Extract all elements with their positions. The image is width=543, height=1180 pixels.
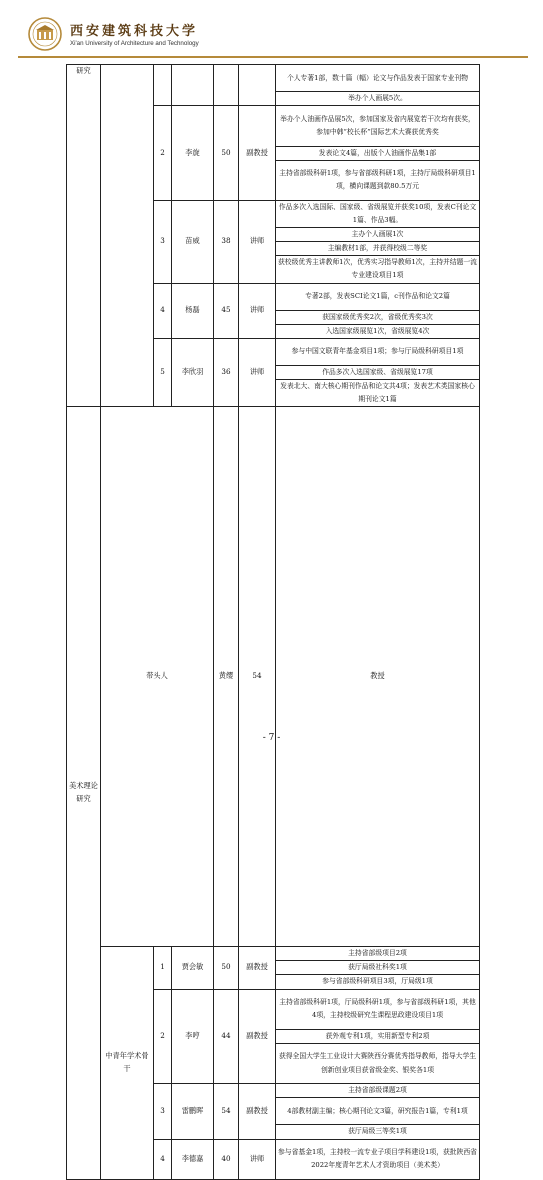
achievement-cell: 主持省部级课题2项: [276, 1084, 480, 1098]
member-name: 苗威: [172, 200, 214, 283]
achievement-cell: 参与中国文联青年基金项目1项；参与厅局级科研项目1项: [276, 338, 480, 365]
achievement-cell: 获得全国大学生工业设计大赛陕西分赛优秀指导教师，指导大学生创新创业项目获省级金奖、银奖各1项: [276, 1043, 480, 1083]
member-title: 讲师: [239, 1139, 276, 1179]
member-no: 5: [154, 338, 172, 406]
member-name: 李旋: [172, 106, 214, 201]
member-title: 副教授: [239, 1084, 276, 1139]
achievement-cell: 个人专著1部，数十篇（幅）论文与作品发表于国家专业刊物: [276, 65, 480, 92]
achievement-cell: 获国家级优秀奖2次，省级优秀奖3次: [276, 310, 480, 324]
member-age: 40: [214, 1139, 239, 1179]
member-no: 1: [154, 947, 172, 989]
member-title: 讲师: [239, 200, 276, 283]
leader-title: 教授: [276, 407, 480, 947]
achievement-cell: 获厅局级三等奖1项: [276, 1125, 480, 1139]
member-title: 副教授: [239, 106, 276, 201]
member-no: 3: [154, 1084, 172, 1139]
member-no: 4: [154, 283, 172, 338]
achievement-cell: 参与省部级科研项目3项，厅局级1项: [276, 975, 480, 989]
member-name: 李德嘉: [172, 1139, 214, 1179]
member-no: [154, 65, 172, 106]
university-name-en: Xi'an University of Architecture and Technology: [70, 40, 199, 47]
achievement-cell: 主办个人画展1次: [276, 228, 480, 242]
achievement-cell: 举办个人油画作品展5次，参加国家及省内展览若干次均有获奖，参加中韩“校长杯”国际艺术大赛获优秀奖: [276, 106, 480, 146]
table-row: [67, 65, 480, 92]
member-name: [172, 65, 214, 106]
achievement-cell: 参与省基金1项，主持校一流专业子项目学科建设1项，获批陕西省2022年度青年艺术人才资助项目（美术类）: [276, 1139, 480, 1179]
member-name: 贾会敏: [172, 947, 214, 989]
university-name-cn: 西安建筑科技大学: [70, 24, 199, 39]
leader-age: 54: [239, 407, 276, 947]
leader-role: 带头人: [101, 407, 214, 947]
achievement-cell: 发表论文4篇，出版个人油画作品集1部: [276, 146, 480, 160]
member-title: 讲师: [239, 338, 276, 406]
member-name: 雷鹏晖: [172, 1084, 214, 1139]
achievement-cell: 主编教材1部，并获得校级二等奖: [276, 242, 480, 256]
section-label: 研究: [67, 65, 101, 407]
achievement-cell: 入选国家级展览1次，省级展览4次: [276, 324, 480, 338]
member-title: 副教授: [239, 989, 276, 1084]
member-no: 3: [154, 200, 172, 283]
member-age: 50: [214, 947, 239, 989]
faculty-table: [66, 64, 480, 1180]
table-row: [67, 947, 480, 961]
member-title: [239, 65, 276, 106]
achievement-cell: 获外观专利1项，实用新型专利2项: [276, 1029, 480, 1043]
member-age: 38: [214, 200, 239, 283]
page-number: - 7 -: [262, 733, 281, 743]
member-name: 李哼: [172, 989, 214, 1084]
member-age: 44: [214, 989, 239, 1084]
achievement-cell: 发表北大、南大核心期刊作品和论文共4项；发表艺术类国家核心期刊论文1篇: [276, 380, 480, 407]
achievement-cell: 作品多次入选国家级、省级展览17项: [276, 366, 480, 380]
member-age: [214, 65, 239, 106]
table-row: [67, 407, 480, 631]
member-title: 讲师: [239, 283, 276, 338]
member-age: 54: [214, 1084, 239, 1139]
member-age: 50: [214, 106, 239, 201]
member-name: 杨磊: [172, 283, 214, 338]
member-age: 36: [214, 338, 239, 406]
achievement-cell: 获校级优秀主讲教师1次，优秀实习指导教师1次，主持并结题一流专业建设项目1项: [276, 256, 480, 283]
member-title: 副教授: [239, 947, 276, 989]
role-cell: [101, 65, 154, 407]
leader-name: 黄缨: [214, 407, 239, 947]
member-no: 4: [154, 1139, 172, 1179]
achievement-cell: 主持省部级科研1项，参与省部级科研1项，主持厅局级科研项目1项，横向课题到款80.5万元: [276, 160, 480, 200]
achievement-cell: 作品多次入选国际、国家级、省级展览并获奖10项，发表C刊论文1篇、作品3幅。: [276, 200, 480, 227]
achievement-cell: 获厅局级社科奖1项: [276, 961, 480, 975]
member-name: 李欣羽: [172, 338, 214, 406]
achievement-cell: 专著2部，发表SCI论文1篇，c刊作品和论文2篇: [276, 283, 480, 310]
core-role: 中青年学术骨干: [101, 947, 154, 1180]
section-label: 美术理论研究: [67, 407, 101, 1179]
achievement-cell: 主持省部级项目2项: [276, 947, 480, 961]
achievement-cell: 4部教材副主编；核心期刊论文3篇，研究报告1篇，专利1项: [276, 1098, 480, 1125]
member-age: 45: [214, 283, 239, 338]
document-header: [18, 12, 528, 58]
achievement-cell: 主持省部级科研1项，厅局级科研1项，参与省部级科研1项，其他4项，主持校级研究生课程思政建设项目1项: [276, 989, 480, 1029]
member-no: 2: [154, 989, 172, 1084]
member-no: 2: [154, 106, 172, 201]
achievement-cell: 举办个人画展5次。: [276, 92, 480, 106]
university-seal-icon: [28, 17, 62, 51]
